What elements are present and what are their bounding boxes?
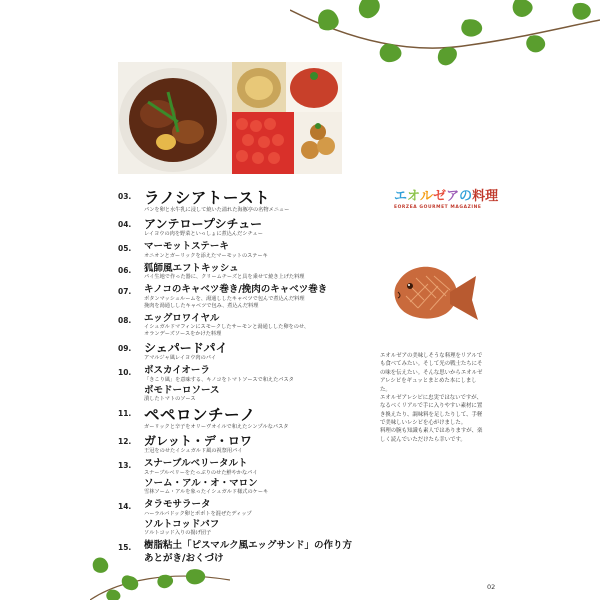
toc-entry bbox=[118, 342, 363, 362]
vine-decoration-top bbox=[290, 0, 600, 70]
toc-title: ボスカイオーラ bbox=[144, 365, 210, 377]
toc-entry bbox=[118, 264, 363, 281]
toc-entry bbox=[118, 407, 363, 431]
toc-number: 06. bbox=[118, 265, 132, 275]
toc-number: 11. bbox=[118, 409, 132, 419]
logo-char: ゼ bbox=[433, 189, 447, 204]
toc-title: 樹脂粘土「ピスマルク風エッグサンド」の作り方 bbox=[144, 540, 352, 552]
toc-subtitle: あとがき/おくづけ bbox=[144, 552, 224, 564]
toc-entry bbox=[118, 459, 363, 496]
toc-description: 王冠をのせたイシュガルド風の祝祭用パイ bbox=[144, 448, 243, 455]
toc-description: レイヨウの肉を野菜といっしょに煮込んだシチュー bbox=[144, 231, 263, 238]
toc-number: 08. bbox=[118, 315, 132, 325]
vine-decoration-bottom bbox=[90, 540, 230, 600]
toc-number: 07. bbox=[118, 287, 132, 297]
toc-title: ペペロンチーノ bbox=[144, 406, 256, 425]
toc-description: ガーリックと辛子をオリーヴオイルで和えたシンプルなパスタ bbox=[144, 424, 289, 431]
logo-title bbox=[394, 190, 504, 203]
logo-char: 理 bbox=[485, 189, 499, 204]
toc-title: ガレット・デ・ロワ bbox=[144, 434, 252, 449]
logo-char: ル bbox=[420, 189, 434, 204]
fish-bread-image bbox=[390, 262, 480, 328]
toc-entry bbox=[118, 435, 363, 455]
toc-description: オニオンとガーリックを添えたマーモットのステーキ bbox=[144, 252, 268, 259]
toc-description: パイ生地で作った器に、クリームチーズと具を乗せて焼き上げた料理 bbox=[144, 274, 305, 281]
toc-number: 03. bbox=[118, 192, 132, 201]
toc-entry bbox=[118, 190, 363, 214]
toc-number: 10. bbox=[118, 368, 132, 378]
toc-number: 09. bbox=[118, 344, 132, 354]
toc-description: パンを卵と水牛乳に浸して焼いた溢れた海豚亭の名物メニュー bbox=[144, 207, 290, 214]
toc-description: 挽肉を湯通ししたキャベツで包み、煮込んだ料理 bbox=[144, 302, 259, 309]
toc-subtitle: ボモドーロソース bbox=[144, 384, 220, 396]
toc-entry bbox=[118, 285, 363, 309]
toc-description: ボタンマッシュルームを、湯通ししたキャベツで包んで煮込んだ料理 bbox=[144, 295, 305, 302]
toc-number: 12. bbox=[118, 437, 132, 447]
toc-entry bbox=[118, 314, 363, 338]
toc-description: 「きこり風」を意味する、キノコをトマトソースで和えたパスタ bbox=[144, 376, 294, 383]
toc-description: アマルジャ風レイヨウ肉のパイ bbox=[144, 355, 217, 362]
toc-description: イシュガルドマフィンにスモークしたサーモンと湯通しした卵をのせ、 bbox=[144, 324, 310, 331]
toc-entry bbox=[118, 366, 363, 403]
logo-char: 料 bbox=[472, 189, 486, 204]
table-of-contents bbox=[118, 190, 363, 568]
toc-title: キノコのキャベツ巻き/挽肉のキャベツ巻き bbox=[144, 284, 328, 296]
magazine-logo bbox=[394, 190, 504, 210]
toc-title: エッグロワイヤル bbox=[144, 312, 220, 324]
toc-description: 潰したトマトのソース bbox=[144, 396, 196, 403]
toc-title: アンテロープシチュー bbox=[144, 217, 263, 232]
toc-number: 05. bbox=[118, 244, 132, 254]
description-paragraph: エオルゼアの美味しそうな料理をリアルでも食べてみたい。そして光の戦士たちにその味を伝えたい。そんな思いからエオルゼアレシピをギュッとまとめた本にしました。 bbox=[380, 353, 483, 393]
logo-char: オ bbox=[407, 189, 421, 204]
toc-number: 15. bbox=[118, 543, 132, 553]
toc-number: 04. bbox=[118, 220, 132, 230]
logo-subtitle: EORZEA GOURMET MAGAZINE bbox=[394, 205, 482, 210]
description-paragraph: エオルゼアレシピに忠実ではないですが、なるべくリアルで手に入りやすい素材に置き換えたり、調味料を足したりして、手軽で美味しいレシピを心がけました。 bbox=[380, 394, 483, 426]
logo-char: の bbox=[459, 189, 473, 204]
toc-subtitle: ソーム・アル・オ・マロン bbox=[144, 477, 258, 489]
toc-description: オランデーズソースをかけた料理 bbox=[144, 331, 222, 338]
toc-title: 狐師風エフトキッシュ bbox=[144, 262, 239, 274]
toc-entry bbox=[118, 218, 363, 238]
toc-title: タラモサラータ bbox=[144, 499, 211, 511]
toc-number: 13. bbox=[118, 461, 132, 471]
toc-entry bbox=[118, 500, 363, 537]
toc-title: マーモットステーキ bbox=[144, 241, 229, 253]
page-number: 02 bbox=[487, 583, 496, 591]
description-paragraph: 料理の腕も知識も素人ではありますが、楽しく読んでいただけたら幸いです。 bbox=[380, 428, 483, 443]
logo-char: エ bbox=[394, 189, 408, 204]
toc-description: 雪林ソーム・アルを象ったイシュガルド様式のケーキ bbox=[144, 489, 269, 496]
toc-title: ラノシアトースト bbox=[144, 189, 271, 207]
toc-number: 14. bbox=[118, 502, 132, 512]
toc-subtitle: ソルトコッドパフ bbox=[144, 518, 220, 530]
toc-description: ソルトコッド入りの揚げ団子 bbox=[144, 530, 212, 537]
toc-title: スナーブルベリータルト bbox=[144, 458, 248, 470]
toc-description: スナーブルベリーをたっぷりのせた鮮やかなパイ bbox=[144, 469, 258, 476]
toc-entry bbox=[118, 242, 363, 259]
toc-description: ハーラルバドック卵とポポトを混ぜたディップ bbox=[144, 510, 252, 517]
description-text bbox=[380, 352, 486, 444]
food-photo-collage bbox=[118, 62, 342, 174]
toc-title: シェパードパイ bbox=[144, 341, 228, 356]
logo-char: ア bbox=[446, 189, 460, 204]
